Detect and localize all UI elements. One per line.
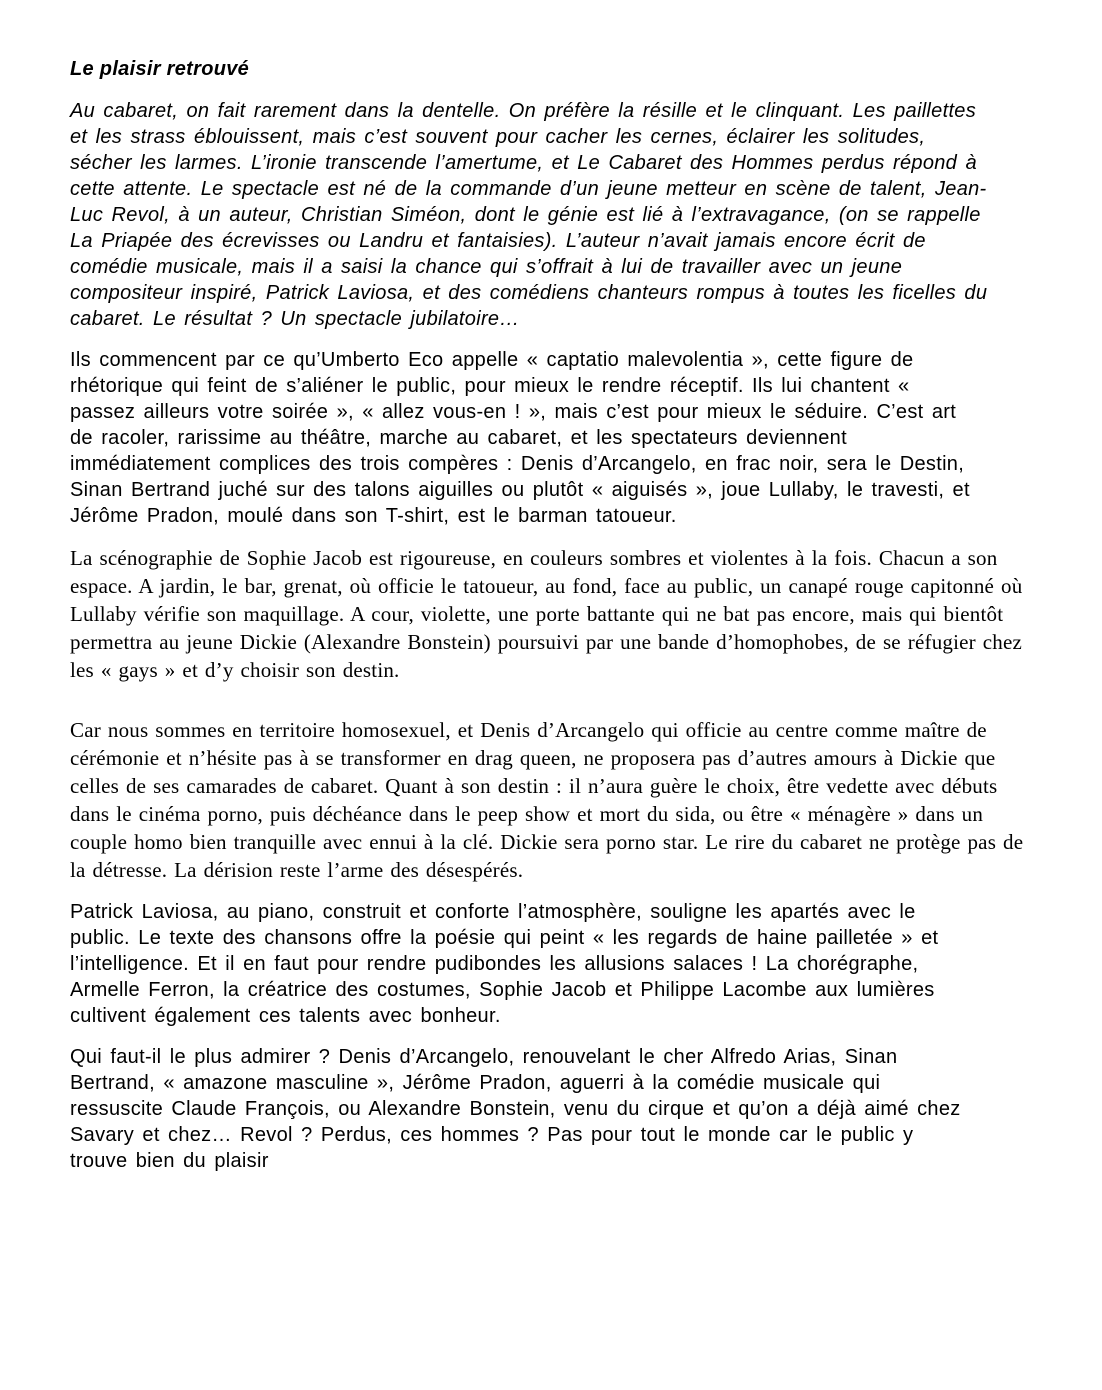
paragraph-conclusion: Qui faut-il le plus admirer ? Denis d’Arcangelo, renouvelant le cher Alfredo Arias, Sinan Bertrand, « amazone masculine », Jérôme Pradon, aguerri à la comédie musicale qui ressuscite Claude François, ou Alexandre Bonstein, venu du cirque et qu’on a déjà aimé chez Savary et chez… Revol ? Perdus, ces hommes ? Pas pour tout le monde car le public y trouve bien du plaisir bbox=[70, 1046, 961, 1172]
paragraph-scenographie: La scénographie de Sophie Jacob est rigoureuse, en couleurs sombres et violentes à la fois. Chacun a son espace. A jardin, le bar, grenat, où officie le tatoueur, au fond, face au public, un canapé rouge capitonné où Lullaby vérifie son maquillage. A cour, violette, une porte battante qui ne bat pas encore, mais qui bientôt permettra au jeune Dickie (Alexandre Bonstein) poursuivi par une bande d’homophobes, de se réfugier chez les « gays » et d’y choisir son destin. bbox=[70, 546, 1023, 682]
paragraph-laviosa: Patrick Laviosa, au piano, construit et conforte l’atmosphère, souligne les apartés avec le public. Le texte des chansons offre la poésie qui peint « les regards de haine pailletée » et l’intelligence. Et il en faut pour rendre pudibondes les allusions salaces ! La chorégraphe, Armelle Ferron, la créatrice des costumes, Sophie Jacob et Philippe Lacombe aux lumières cultivent également ces talents avec bonheur. bbox=[70, 901, 939, 1027]
paragraph-captatio: Ils commencent par ce qu’Umberto Eco appelle « captatio malevolentia », cette figure de rhétorique qui feint de s’aliéner le public, pour mieux le rendre réceptif. Ils lui chantent « passez ailleurs votre soirée », « allez vous-en ! », mais c’est pour mieux le séduire. C’est art de racoler, rarissime au théâtre, marche au cabaret, et les spectateurs deviennent immédiatement complices des trois compères : Denis d’Arcangelo, en frac noir, sera le Destin, Sinan Bertrand juché sur des talons aiguilles ou plutôt « aiguisés », joue Lullaby, le travesti, et Jérôme Pradon, moulé dans son T-shirt, est le barman tatoueur. bbox=[70, 349, 970, 527]
paragraph-territoire: Car nous sommes en territoire homosexuel, et Denis d’Arcangelo qui officie au centre comme maître de cérémonie et n’hésite pas à se transformer en drag queen, ne proposera pas d’autres amours à Dickie que celles de ses camarades de cabaret. Quant à son destin : il n’aura guère le choix, être vedette avec débuts dans le cinéma porno, puis déchéance dans le peep show et mort du sida, ou être « ménagère » dans un couple homo bien tranquille avec ennui à la clé. Dickie sera porno star. Le rire du cabaret ne protège pas de la détresse. La dérision reste l’arme des désespérés. bbox=[70, 718, 1024, 882]
document-title: Le plaisir retrouvé bbox=[70, 58, 250, 80]
paragraph-intro: Au cabaret, on fait rarement dans la dentelle. On préfère la résille et le clinquant. Les paillettes et les strass éblouissent, mais c’est souvent pour cacher les cernes, éclairer les solitudes, sécher les larmes. L’ironie transcende l’amertume, et Le Cabaret des Hommes perdus répond à cette attente. Le spectacle est né de la commande d’un jeune metteur en scène de talent, Jean-Luc Revol, à un auteur, Christian Siméon, dont le génie est lié à l’extravagance, (on se rappelle La Priapée des écrevisses ou Landru et fantaisies). L’auteur n’avait jamais encore écrit de comédie musicale, mais il a saisi la chance qui s’offrait à lui de travailler avec un jeune compositeur inspiré, Patrick Laviosa, et des comédiens chanteurs rompus à toutes les ficelles du cabaret. Le résultat ? Un spectacle jubilatoire… bbox=[70, 100, 988, 330]
